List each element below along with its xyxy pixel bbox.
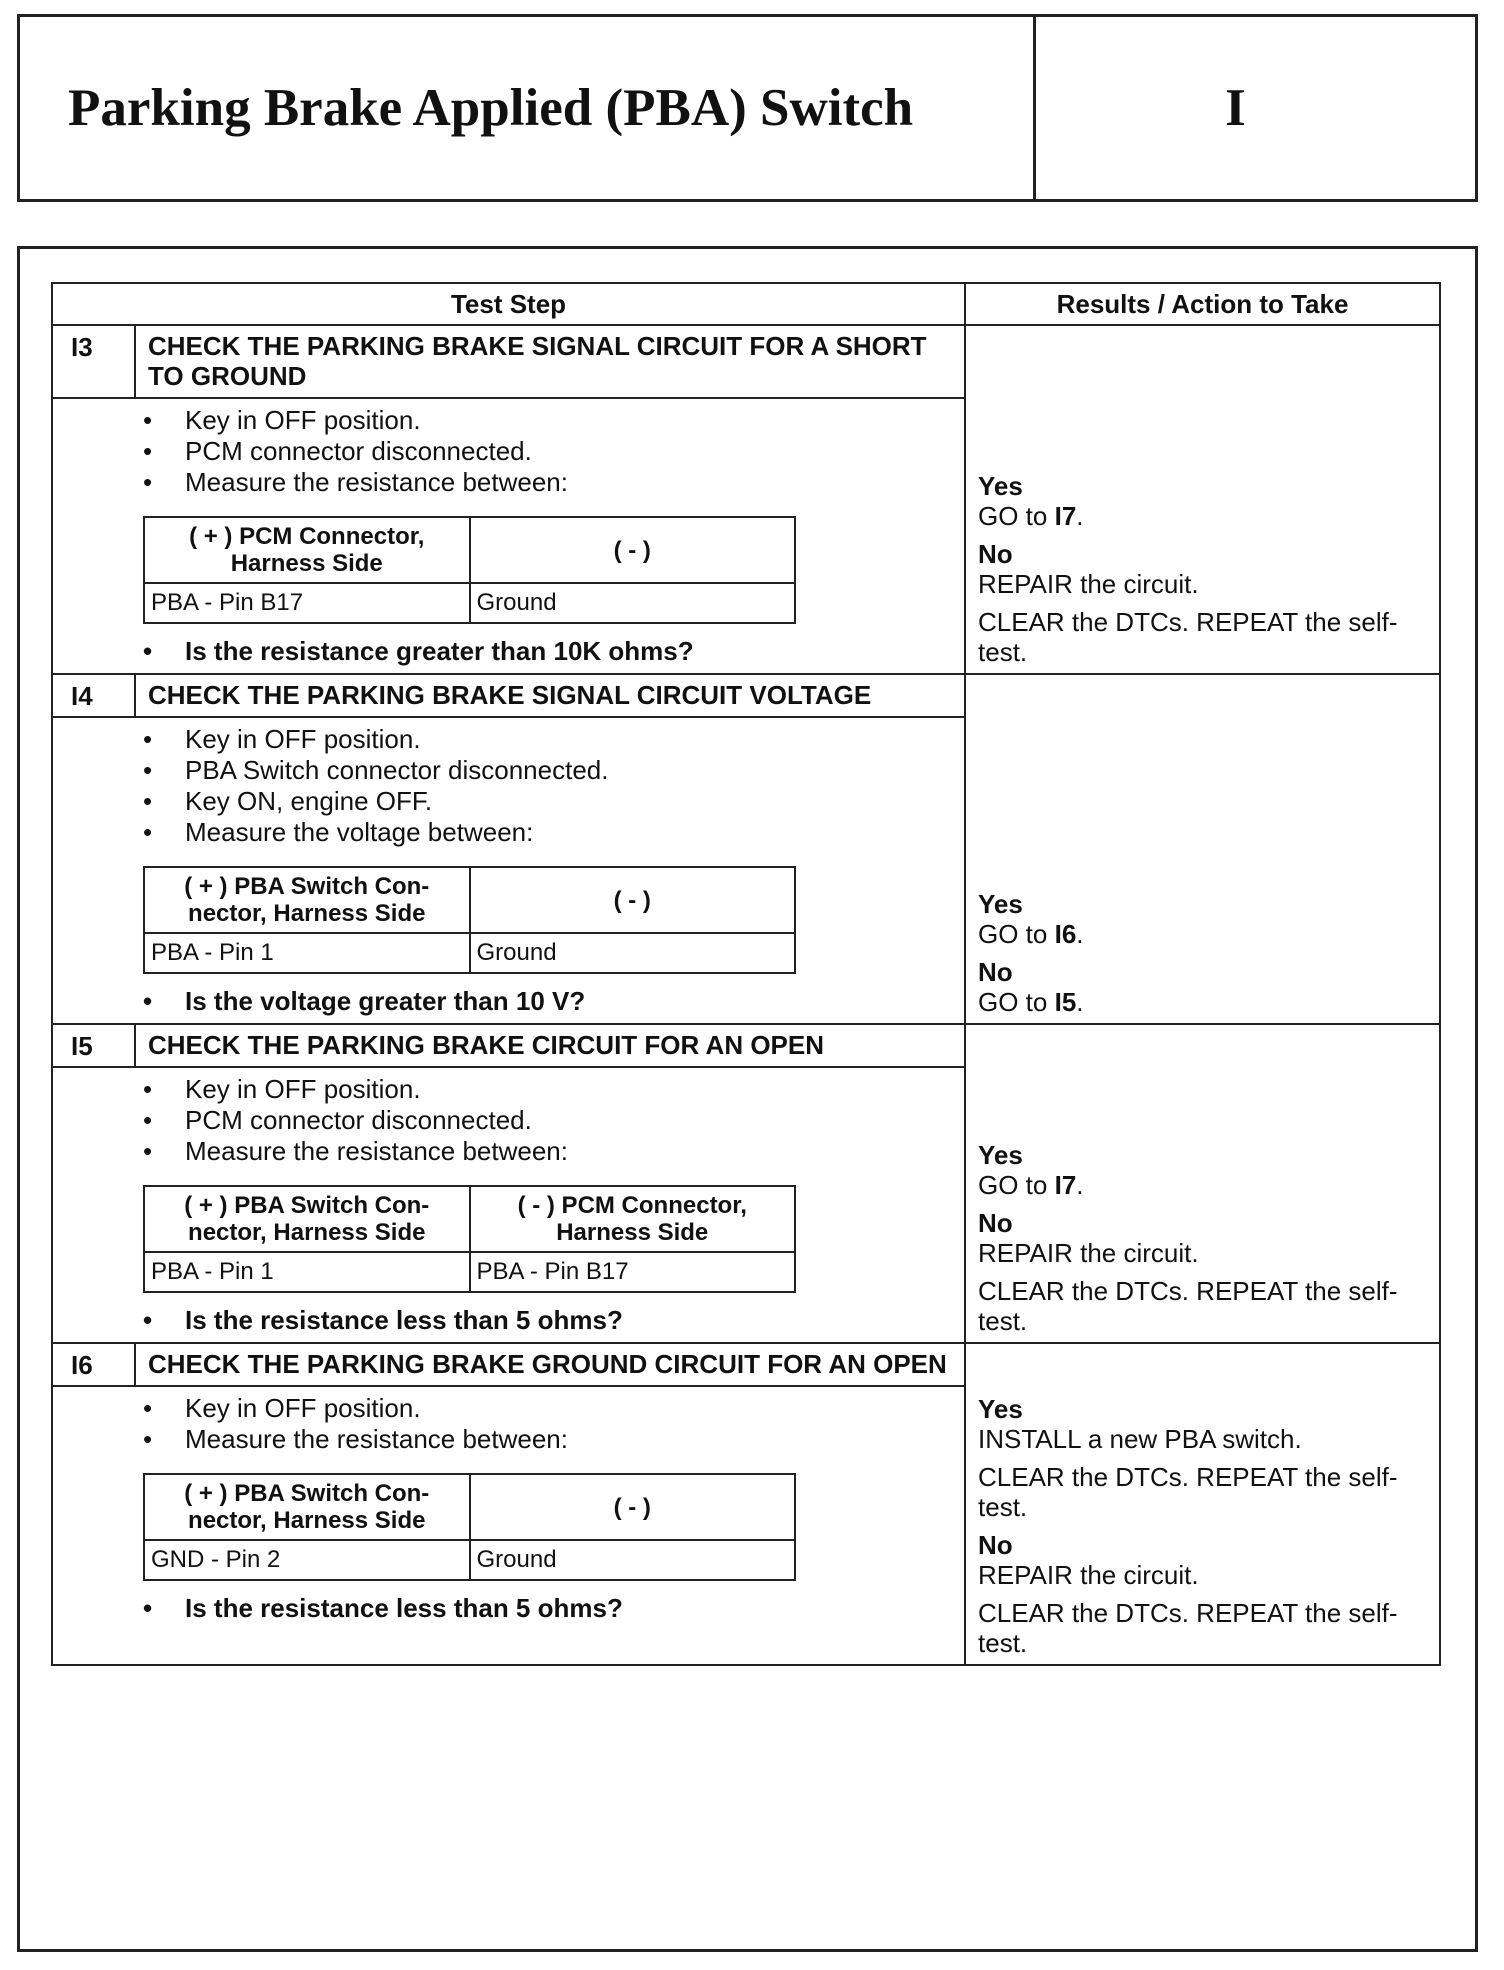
step-reference: I5 xyxy=(1054,987,1077,1017)
result-yes-label: Yes xyxy=(978,1140,1023,1170)
step-results xyxy=(965,1343,1440,1665)
step-body xyxy=(52,1386,965,1665)
instruction-item: • Key in OFF position. xyxy=(143,724,964,755)
step-body xyxy=(52,1067,965,1343)
meas-value-positive: PBA - Pin B17 xyxy=(144,583,470,623)
result-no-label: No xyxy=(978,957,1013,987)
step-instructions xyxy=(143,405,964,498)
step-heading-row xyxy=(52,674,1440,717)
result-yes-label: Yes xyxy=(978,1394,1023,1424)
step-results xyxy=(965,1024,1440,1343)
result-yes-action: GO to I6. xyxy=(978,919,1084,949)
question-item: • Is the resistance less than 5 ohms? xyxy=(143,1593,964,1624)
result-no-action: REPAIR the circuit. xyxy=(978,569,1199,599)
step-heading-row xyxy=(52,1343,1440,1386)
instruction-item: • PBA Switch connector disconnected. xyxy=(143,755,964,786)
instruction-item: • PCM connector disconnected. xyxy=(143,1105,964,1136)
result-yes-action: INSTALL a new PBA switch. xyxy=(978,1424,1302,1454)
meas-header-negative: ( - ) xyxy=(470,1474,796,1540)
question-item: • Is the resistance less than 5 ohms? xyxy=(143,1305,964,1336)
step-heading: CHECK THE PARKING BRAKE CIRCUIT FOR AN OPEN xyxy=(135,1024,965,1067)
result-no-action: REPAIR the circuit. xyxy=(978,1560,1199,1590)
instruction-item: • Measure the resistance between: xyxy=(143,467,964,498)
instruction-item: • Key in OFF position. xyxy=(143,405,964,436)
meas-value-negative: Ground xyxy=(470,933,796,973)
table-header-row xyxy=(52,283,1440,325)
step-question xyxy=(143,986,964,1017)
instruction-item: • Key ON, engine OFF. xyxy=(143,786,964,817)
result-yes-label: Yes xyxy=(978,471,1023,501)
instruction-item: • PCM connector disconnected. xyxy=(143,436,964,467)
step-body xyxy=(52,717,965,1024)
result-yes-action: GO to I7. xyxy=(978,501,1084,531)
instruction-item: • Measure the resistance between: xyxy=(143,1136,964,1167)
step-question xyxy=(143,636,964,667)
step-id: I5 xyxy=(52,1024,135,1067)
meas-value-negative: Ground xyxy=(470,1540,796,1580)
meas-header-negative: ( - ) xyxy=(470,517,796,583)
result-no-action-2: CLEAR the DTCs. REPEAT the self-test. xyxy=(978,1276,1398,1336)
step-id: I4 xyxy=(52,674,135,717)
result-no-action-2: CLEAR the DTCs. REPEAT the self-test. xyxy=(978,607,1398,667)
result-yes-action-2: CLEAR the DTCs. REPEAT the self-test. xyxy=(978,1462,1398,1522)
step-id: I6 xyxy=(52,1343,135,1386)
meas-value-positive: GND - Pin 2 xyxy=(144,1540,470,1580)
step-heading: CHECK THE PARKING BRAKE GROUND CIRCUIT FOR AN OPEN xyxy=(135,1343,965,1386)
step-question xyxy=(143,1305,964,1336)
section-letter: I xyxy=(1225,79,1246,137)
meas-header-negative: ( - ) xyxy=(470,867,796,933)
result-yes-action: GO to I7. xyxy=(978,1170,1084,1200)
measurement-table xyxy=(143,516,796,624)
question-item: • Is the resistance greater than 10K ohms? xyxy=(143,636,964,667)
instruction-item: • Measure the voltage between: xyxy=(143,817,964,848)
question-item: • Is the voltage greater than 10 V? xyxy=(143,986,964,1017)
col-header-test-step: Test Step xyxy=(52,283,965,325)
step-results xyxy=(965,674,1440,1024)
meas-header-negative: ( - ) PCM Connector, Harness Side xyxy=(470,1186,796,1252)
meas-value-positive: PBA - Pin 1 xyxy=(144,1252,470,1292)
meas-header-positive: ( + ) PBA Switch Con-nector, Harness Side xyxy=(144,1474,470,1540)
page-title: Parking Brake Applied (PBA) Switch xyxy=(20,17,1036,199)
meas-header-positive: ( + ) PBA Switch Con-nector, Harness Side xyxy=(144,1186,470,1252)
instruction-item: • Measure the resistance between: xyxy=(143,1424,964,1455)
step-question xyxy=(143,1593,964,1624)
result-no-action-2: CLEAR the DTCs. REPEAT the self-test. xyxy=(978,1598,1398,1658)
step-heading-row xyxy=(52,325,1440,398)
result-no-label: No xyxy=(978,539,1013,569)
step-heading: CHECK THE PARKING BRAKE SIGNAL CIRCUIT VOLTAGE xyxy=(135,674,965,717)
title-box xyxy=(17,14,1478,202)
meas-value-negative: Ground xyxy=(470,583,796,623)
col-header-results: Results / Action to Take xyxy=(965,283,1440,325)
meas-header-positive: ( + ) PBA Switch Con-nector, Harness Side xyxy=(144,867,470,933)
step-reference: I7 xyxy=(1054,501,1077,531)
result-no-label: No xyxy=(978,1208,1013,1238)
test-step-table xyxy=(51,282,1441,1666)
step-heading-row xyxy=(52,1024,1440,1067)
result-yes-label: Yes xyxy=(978,889,1023,919)
step-id: I3 xyxy=(52,325,135,398)
meas-header-positive: ( + ) PCM Connector, Harness Side xyxy=(144,517,470,583)
measurement-table xyxy=(143,1473,796,1581)
result-no-label: No xyxy=(978,1530,1013,1560)
step-heading: CHECK THE PARKING BRAKE SIGNAL CIRCUIT FOR A SHORT TO GROUND xyxy=(135,325,965,398)
instruction-item: • Key in OFF position. xyxy=(143,1074,964,1105)
result-no-action: GO to I5. xyxy=(978,987,1084,1017)
step-results xyxy=(965,325,1440,674)
step-instructions xyxy=(143,1393,964,1455)
measurement-table xyxy=(143,866,796,974)
meas-value-positive: PBA - Pin 1 xyxy=(144,933,470,973)
step-instructions xyxy=(143,1074,964,1167)
meas-value-negative: PBA - Pin B17 xyxy=(470,1252,796,1292)
result-no-action: REPAIR the circuit. xyxy=(978,1238,1199,1268)
step-instructions xyxy=(143,724,964,848)
step-reference: I6 xyxy=(1054,919,1077,949)
step-body xyxy=(52,398,965,674)
step-reference: I7 xyxy=(1054,1170,1077,1200)
instruction-item: • Key in OFF position. xyxy=(143,1393,964,1424)
measurement-table xyxy=(143,1185,796,1293)
